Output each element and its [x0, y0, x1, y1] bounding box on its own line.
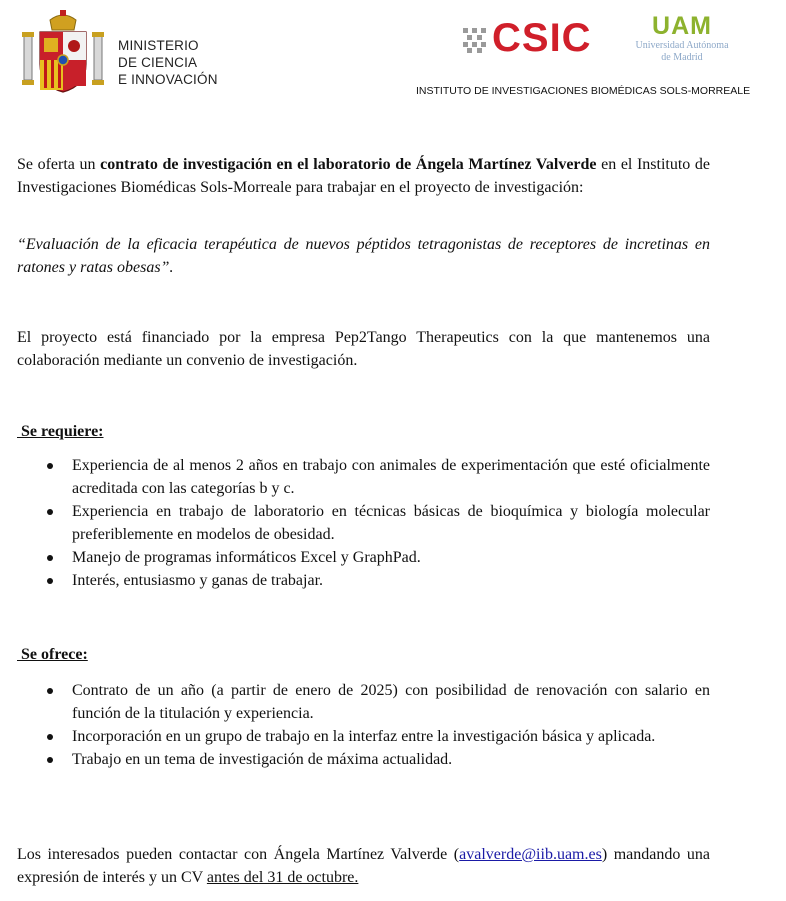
list-item — [17, 500, 710, 546]
list-item — [17, 679, 710, 725]
intro-paragraph — [17, 153, 710, 199]
requirements-list — [17, 454, 710, 592]
bullet-icon — [47, 463, 53, 469]
csic-emblem-icon — [461, 26, 489, 54]
coat-of-arms-icon — [22, 8, 104, 94]
bullet-icon — [47, 578, 53, 584]
institute-name: INSTITUTO DE INVESTIGACIONES BIOMÉDICAS SOLS-MORREALE — [416, 85, 751, 97]
ministry-name — [118, 37, 218, 88]
csic-logo: CSIC — [492, 16, 592, 60]
intro-text: Se oferta un — [17, 156, 101, 173]
project-title: “Evaluación de la eficacia terapéutica de nuevos péptidos tetragonistas de receptores de incretinas en ratones y ratas obesas”. — [17, 236, 710, 276]
ministry-line: E INNOVACIÓN — [118, 72, 218, 87]
letterhead — [0, 0, 786, 110]
ministry-line: MINISTERIO — [118, 38, 199, 53]
offer-heading: Se ofrece: — [17, 646, 88, 663]
list-item-text: Manejo de programas informáticos Excel y GraphPad. — [72, 549, 421, 566]
email-link[interactable]: avalverde@iib.uam.es — [459, 846, 602, 863]
uam-name-line: Universidad Autónoma — [635, 40, 729, 51]
list-item — [17, 454, 710, 500]
list-item-text: Experiencia en trabajo de laboratorio en técnicas básicas de bioquímica y biología molecular preferiblemente en modelos de obesidad. — [72, 503, 710, 543]
contact-text: Los interesados pueden contactar con Ángela Martínez Valverde ( — [17, 846, 460, 863]
list-item — [17, 569, 710, 592]
offer-list — [17, 679, 710, 771]
bullet-icon — [47, 688, 53, 694]
bullet-icon — [47, 734, 53, 740]
bullet-icon — [47, 555, 53, 561]
deadline-text: antes del 31 de octubre. — [206, 869, 359, 886]
list-item-text: Experiencia de al menos 2 años en trabajo con animales de experimentación que esté oficialmente acreditada con las categorías b y c. — [72, 457, 710, 497]
bullet-icon — [47, 509, 53, 515]
intro-text: en el Instituto de Investigaciones Biomédicas Sols-Morreale para trabajar en el proyecto de investigación: — [17, 156, 711, 196]
list-item — [17, 748, 710, 771]
contact-paragraph — [17, 843, 710, 889]
uam-logo-mark: UAM — [652, 12, 712, 40]
requirements-heading: Se requiere: — [17, 423, 104, 440]
ministry-line: DE CIENCIA — [118, 55, 198, 70]
uam-logo — [626, 12, 738, 64]
bullet-icon — [47, 757, 53, 763]
contact-text: ) mandando una expresión de interés y un CV — [17, 846, 710, 886]
funding-paragraph: El proyecto está financiado por la empresa Pep2Tango Therapeutics con la que mantenemos una colaboración mediante un convenio de investigación. — [17, 329, 710, 369]
list-item-text: Interés, entusiasmo y ganas de trabajar. — [72, 572, 324, 589]
list-item — [17, 725, 710, 748]
intro-bold-text: contrato de investigación en el laboratorio de Ángela Martínez Valverde — [100, 156, 597, 173]
list-item-text: Incorporación en un grupo de trabajo en la interfaz entre la investigación básica y aplicada. — [72, 728, 656, 745]
uam-name-line: de Madrid — [661, 52, 703, 63]
list-item-text: Contrato de un año (a partir de enero de 2025) con posibilidad de renovación con salario en función de la titulación y experiencia. — [72, 682, 710, 722]
list-item-text: Trabajo en un tema de investigación de máxima actualidad. — [72, 751, 453, 768]
list-item — [17, 546, 710, 569]
